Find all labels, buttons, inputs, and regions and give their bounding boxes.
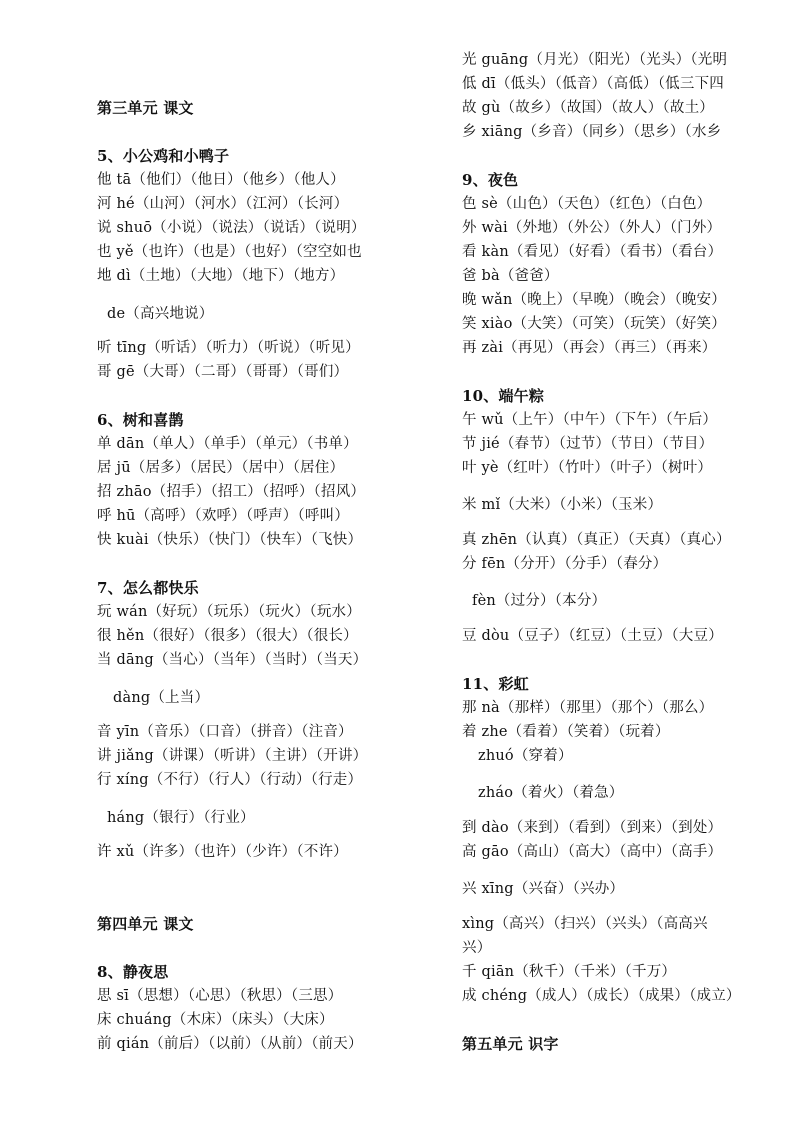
vocab-line: 地 dì（土地）（大地）（地下）（地方） <box>97 268 345 284</box>
vocab-line: 再 zài（再见）（再会）（再三）（再来） <box>462 340 717 356</box>
lesson-title: 7、怎么都快乐 <box>97 579 199 597</box>
vocab-line: xìng（高兴）（扫兴）（兴头）（高高兴 <box>462 916 708 932</box>
vocab-line: 节 jié（春节）（过节）（节日）（节目） <box>462 436 714 452</box>
vocab-line: 居 jū（居多）（居民）（居中）（居住） <box>97 460 345 476</box>
vocab-line: 音 yīn（音乐）（口音）（拼音）（注音） <box>97 724 353 740</box>
vocab-line: 千 qiān（秋千）（千米）（千万） <box>462 964 677 980</box>
vocab-line: 招 zhāo（招手）（招工）（招呼）（招风） <box>97 484 366 500</box>
vocab-line: 米 mǐ（大米）（小米）（玉米） <box>462 497 663 513</box>
vocab-line: 外 wài（外地）（外公）（外人）（门外） <box>462 220 722 236</box>
vocab-line: 听 tīng（听话）（听力）（听说）（听见） <box>97 340 360 356</box>
vocab-line: 兴 xīng（兴奋）（兴办） <box>462 881 625 897</box>
vocab-line: 呼 hū（高呼）（欢呼）（呼声）（呼叫） <box>97 508 350 524</box>
vocab-line: 河 hé（山河）（河水）（江河）（长河） <box>97 196 349 212</box>
vocab-line: 午 wǔ（上午）（中午）（下午）（午后） <box>462 412 718 428</box>
vocab-line: 高 gāo（高山）（高大）（高中）（高手） <box>462 844 723 860</box>
vocab-line: 故 gù（故乡）（故国）（故人）（故土） <box>462 100 714 116</box>
vocab-line: 成 chéng（成人）（成长）（成果）（成立） <box>462 988 741 1004</box>
unit-heading: 第五单元 识字 <box>462 1035 559 1053</box>
vocab-line: 豆 dòu（豆子）（红豆）（土豆）（大豆） <box>462 628 723 644</box>
unit-heading: 第四单元 课文 <box>97 915 194 933</box>
lesson-title: 10、端午粽 <box>462 387 545 405</box>
vocab-line: 色 sè（山色）（天色）（红色）（白色） <box>462 196 712 212</box>
vocab-line: fèn（过分）（本分） <box>472 593 607 609</box>
vocab-line: 爸 bà（爸爸） <box>462 268 559 284</box>
vocab-line: 笑 xiào（大笑）（可笑）（玩笑）（好笑） <box>462 316 726 332</box>
lesson-title: 8、静夜思 <box>97 963 169 981</box>
vocab-line: 那 nà（那样）（那里）（那个）（那么） <box>462 700 714 716</box>
vocab-line: 当 dāng（当心）（当年）（当时）（当天） <box>97 652 368 668</box>
vocab-line: 单 dān（单人）（单手）（单元）（书单） <box>97 436 358 452</box>
lesson-title: 11、彩虹 <box>462 675 529 693</box>
vocab-line: dàng（上当） <box>113 690 210 706</box>
vocab-line: 叶 yè（红叶）（竹叶）（叶子）（树叶） <box>462 460 713 476</box>
vocab-line: 哥 gē（大哥）（二哥）（哥哥）（哥们） <box>97 364 349 380</box>
vocab-line: zhuó（穿着） <box>478 748 573 764</box>
vocab-line: 乡 xiāng（乡音）（同乡）（思乡）（水乡 <box>462 124 722 140</box>
lesson-title: 6、树和喜鹊 <box>97 411 184 429</box>
vocab-line: 快 kuài（快乐）（快门）（快车）（飞快） <box>97 532 363 548</box>
vocab-line: 真 zhēn（认真）（真正）（天真）（真心） <box>462 532 731 548</box>
vocab-line: 晚 wǎn（晚上）（早晚）（晚会）（晚安） <box>462 292 726 308</box>
lesson-title: 9、夜色 <box>462 171 519 189</box>
lesson-title: 5、小公鸡和小鸭子 <box>97 147 230 165</box>
vocab-line: 着 zhe（看着）（笑着）（玩着） <box>462 724 670 740</box>
vocab-line: 玩 wán（好玩）（玩乐）（玩火）（玩水） <box>97 604 361 620</box>
vocab-line: 到 dào（来到）（看到）（到来）（到处） <box>462 820 723 836</box>
vocab-line: 低 dī（低头）（低音）（高低）（低三下四 <box>462 76 724 92</box>
vocab-line: 思 sī（思想）（心思）（秋思）（三思） <box>97 988 343 1004</box>
vocab-line: 说 shuō（小说）（说法）（说话）（说明） <box>97 220 366 236</box>
vocab-line: 讲 jiǎng（讲课）（听讲）（主讲）（开讲） <box>97 748 368 764</box>
vocab-line: 他 tā（他们）（他日）（他乡）（他人） <box>97 172 345 188</box>
vocab-line: háng（银行）（行业） <box>107 810 255 826</box>
vocab-line: 很 hěn（很好）（很多）（很大）（很长） <box>97 628 358 644</box>
vocab-line: 兴） <box>462 940 492 956</box>
vocab-line: 前 qián（前后）（以前）（从前）（前天） <box>97 1036 363 1052</box>
vocab-line: 床 chuáng（木床）（床头）（大床） <box>97 1012 334 1028</box>
vocab-line: 许 xǔ（许多）（也许）（少许）（不许） <box>97 844 348 860</box>
vocab-line: zháo（着火）（着急） <box>478 785 624 801</box>
vocab-line: 也 yě（也许）（也是）（也好）（空空如也 <box>97 244 362 260</box>
vocab-line: 行 xíng（不行）（行人）（行动）（行走） <box>97 772 363 788</box>
vocab-line: 看 kàn（看见）（好看）（看书）（看台） <box>462 244 723 260</box>
unit-heading: 第三单元 课文 <box>97 99 194 117</box>
vocab-line: 光 guāng（月光）（阳光）（光头）（光明 <box>462 52 728 68</box>
vocab-line: 分 fēn（分开）（分手）（春分） <box>462 556 668 572</box>
vocab-line: de（高兴地说） <box>107 306 214 322</box>
